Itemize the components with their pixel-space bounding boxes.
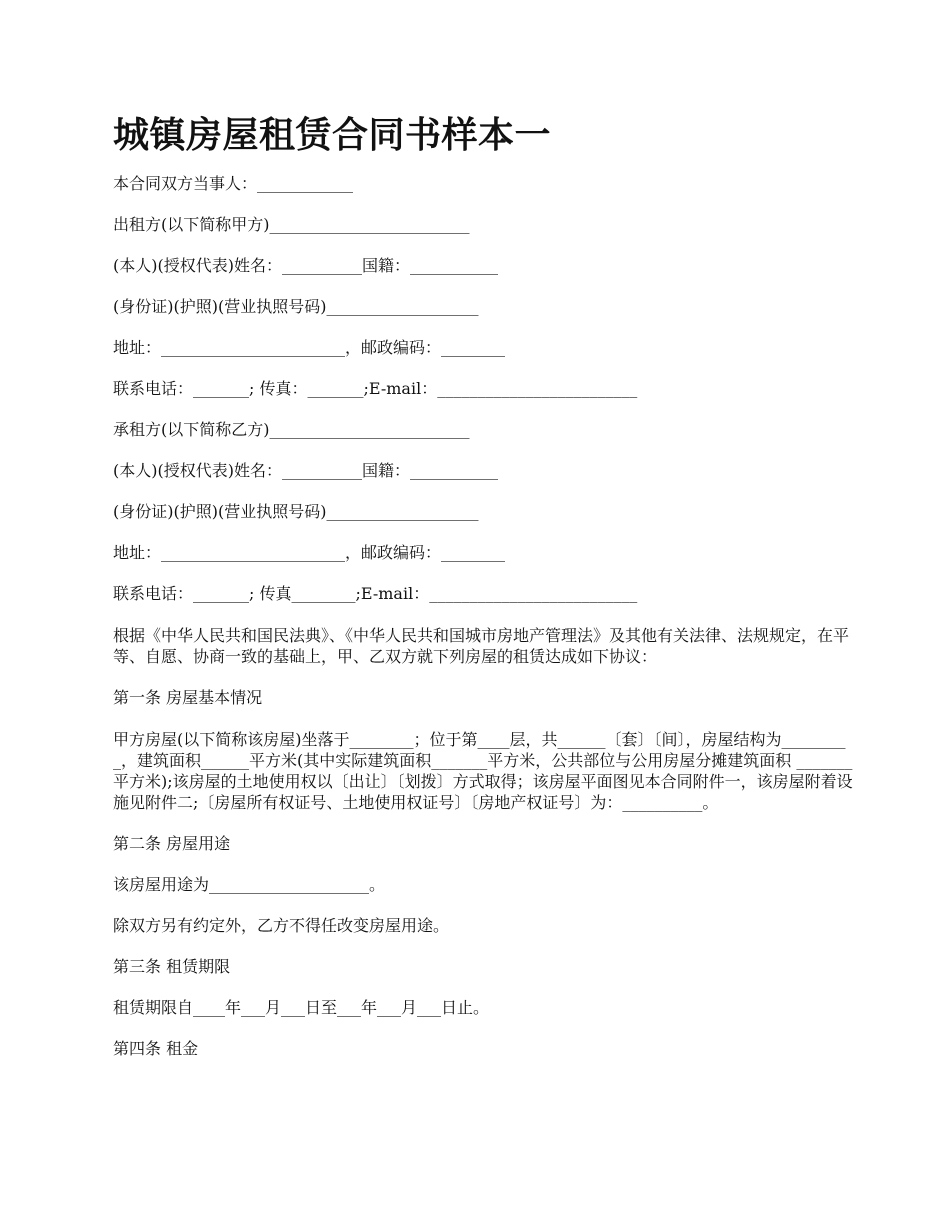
party-intro: 本合同双方当事人：____________ (113, 174, 354, 193)
lessor-contact: 联系电话：_______; 传真：_______;E-mail：_________________________ (113, 379, 638, 398)
article-4-heading: 第四条 租金 (113, 1039, 199, 1058)
legal-basis-paragraph: 根据《中华人民共和国民法典》、《中华人民共和国城市房地产管理法》及其他有关法律、法规规定，在平等、自愿、协商一致的基础上，甲、乙双方就下列房屋的租赁达成如下协议： (113, 626, 850, 666)
article-1-body: 甲方房屋(以下简称该房屋)坐落于________；位于第____层，共______〔套〕〔间〕，房屋结构为_________，建筑面积______平方米(其中实际建筑面积_______平方米，公共部位与公用房屋分摊建筑面积 _______平方米);该房屋的土地使用权以〔出让〕〔划拨〕方式取得；该房屋平面图见本合同附件一，该房屋附着设施见附件二;〔房屋所有权证号、土地使用权证号〕〔房地产权证号〕为：__________。 (113, 730, 853, 812)
lessor-name-nationality: (本人)(授权代表)姓名：__________国籍：___________ (113, 256, 498, 275)
lessor-address: 地址：_______________________，邮政编码：________ (113, 338, 506, 357)
lessee-id-number: (身份证)(护照)(营业执照号码)___________________ (113, 502, 479, 521)
article-3-heading: 第三条 租赁期限 (113, 957, 231, 976)
lessee-name-nationality: (本人)(授权代表)姓名：__________国籍：___________ (113, 461, 498, 480)
document-title: 城镇房屋租赁合同书样本一 (113, 114, 552, 156)
article-2-restriction: 除双方另有约定外，乙方不得任改变房屋用途。 (113, 916, 450, 935)
lessee-address: 地址：_______________________，邮政编码：________ (113, 543, 506, 562)
contract-page (113, 110, 855, 1080)
lessor-id-number: (身份证)(护照)(营业执照号码)___________________ (113, 297, 479, 316)
lessee-heading: 承租方(以下简称乙方)_________________________ (113, 420, 470, 439)
lessee-contact: 联系电话：_______; 传真________;E-mail：__________________________ (113, 584, 638, 603)
article-2-heading: 第二条 房屋用途 (113, 834, 231, 853)
lessor-heading: 出租方(以下简称甲方)_________________________ (113, 215, 470, 234)
article-3-term: 租赁期限自____年___月___日至___年___月___日止。 (113, 998, 490, 1017)
article-2-usage: 该房屋用途为____________________。 (113, 875, 386, 894)
article-1-heading: 第一条 房屋基本情况 (113, 688, 263, 707)
